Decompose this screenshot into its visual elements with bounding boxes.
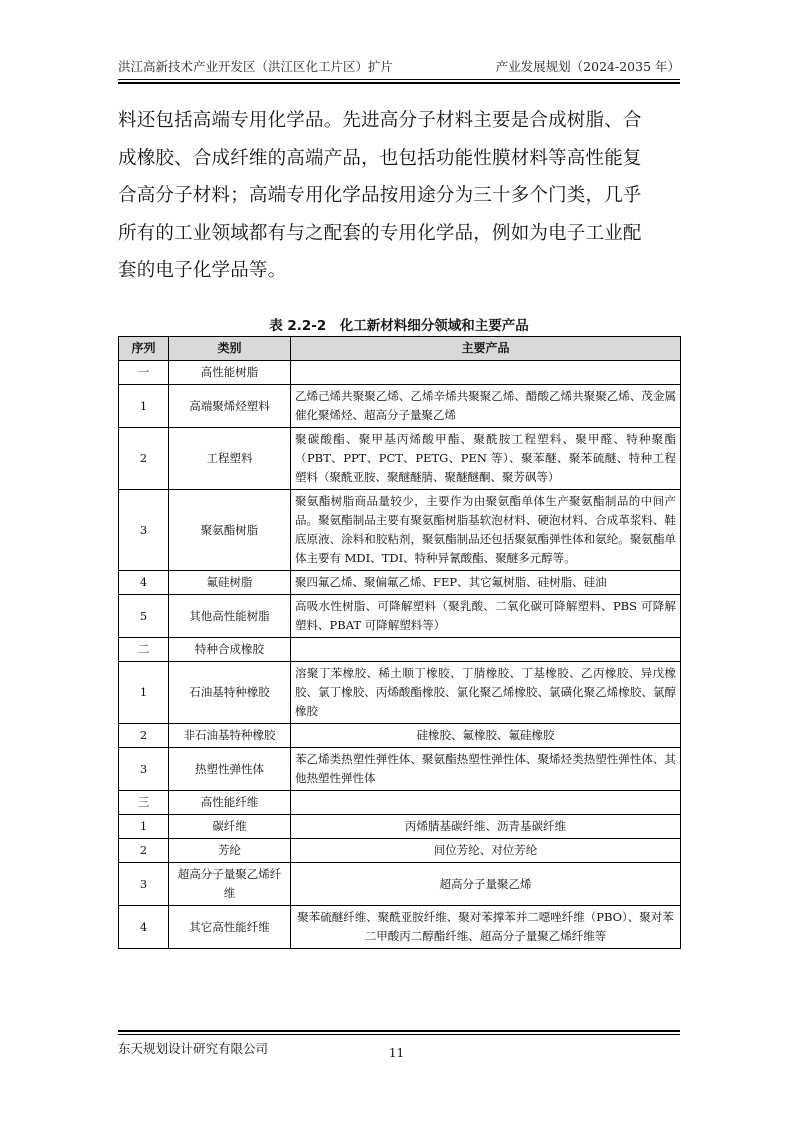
- row-no: 3: [119, 863, 169, 906]
- row-products: 聚碳酸酯、聚甲基丙烯酸甲酯、聚酰胺工程塑料、聚甲醛、特种聚酯（PBT、PPT、PCT、PETG、PEN 等）、聚苯醚、聚苯硫醚、特种工程塑料（聚酰亚胺、聚醚醚腈、聚醚醚酮、聚芳砜等）: [291, 428, 681, 490]
- row-category: 石油基特种橡胶: [169, 662, 291, 724]
- row-category: 芳纶: [169, 839, 291, 863]
- row-no: 2: [119, 839, 169, 863]
- page-header: [118, 57, 680, 75]
- row-products: [291, 791, 681, 815]
- row-category: 碳纤维: [169, 815, 291, 839]
- materials-table: [118, 336, 681, 949]
- row-category: 高端聚烯烃塑料: [169, 385, 291, 428]
- header-cell-category: 类别: [169, 337, 291, 361]
- header-rule-thick: [118, 82, 680, 84]
- row-no: 三: [119, 791, 169, 815]
- row-no: 2: [119, 428, 169, 490]
- row-no: 2: [119, 724, 169, 748]
- row-category: 氟硅树脂: [169, 571, 291, 595]
- body-paragraph: [118, 102, 684, 290]
- table-row: [119, 791, 681, 815]
- table-row: [119, 571, 681, 595]
- header-rule-thin: [118, 79, 680, 80]
- row-no: 二: [119, 638, 169, 662]
- header-cell-no: 序列: [119, 337, 169, 361]
- row-category: 工程塑料: [169, 428, 291, 490]
- table-row: [119, 662, 681, 724]
- row-no: 一: [119, 361, 169, 385]
- header-cell-products: 主要产品: [291, 337, 681, 361]
- row-category: 其它高性能纤维: [169, 906, 291, 949]
- row-products: [291, 361, 681, 385]
- row-products: 超高分子量聚乙烯: [291, 863, 681, 906]
- row-category: 特种合成橡胶: [169, 638, 291, 662]
- row-category: 其他高性能树脂: [169, 595, 291, 638]
- row-category: 非石油基特种橡胶: [169, 724, 291, 748]
- table-row: [119, 638, 681, 662]
- row-no: 4: [119, 906, 169, 949]
- row-products: 溶聚丁苯橡胶、稀土顺丁橡胶、丁腈橡胶、丁基橡胶、乙丙橡胶、异戊橡胶、氯丁橡胶、丙烯酸酯橡胶、氯化聚乙烯橡胶、氯磺化聚乙烯橡胶、氯醇橡胶: [291, 662, 681, 724]
- body-line: 料还包括高端专用化学品。先进高分子材料主要是合成树脂、合: [118, 110, 642, 131]
- row-products: 聚氨酯树脂商品量较少，主要作为由聚氨酯单体生产聚氨酯制品的中间产品。聚氨酯制品主要有聚氨酯树脂基软泡材料、硬泡材料、合成革浆料、鞋底原液、涂料和胶粘剂，聚氨酯制品还包括聚氨酯弹性体和氨纶。聚氨酯单体主要有 MDI、TDI、特种异氰酸酯、聚醚多元醇等。: [291, 490, 681, 571]
- row-no: 1: [119, 662, 169, 724]
- row-no: 4: [119, 571, 169, 595]
- row-no: 3: [119, 748, 169, 791]
- row-no: 1: [119, 385, 169, 428]
- row-products: 聚四氟乙烯、聚偏氟乙烯、FEP、其它氟树脂、硅树脂、硅油: [291, 571, 681, 595]
- footer-rule-thick: [118, 1030, 680, 1032]
- table-row: [119, 748, 681, 791]
- table-row: [119, 361, 681, 385]
- page-number: 11: [388, 1046, 405, 1060]
- row-products: 丙烯腈基碳纤维、沥青基碳纤维: [291, 815, 681, 839]
- row-no: 1: [119, 815, 169, 839]
- row-products: 乙烯己烯共聚聚乙烯、乙烯辛烯共聚聚乙烯、醋酸乙烯共聚聚乙烯、茂金属催化聚烯烃、超高分子量聚乙烯: [291, 385, 681, 428]
- table-row: [119, 595, 681, 638]
- header-right-title: 产业发展规划（2024-2035 年）: [495, 59, 680, 74]
- row-products: 高吸水性树脂、可降解塑料（聚乳酸、二氧化碳可降解塑料、PBS 可降解塑料、PBAT 可降解塑料等）: [291, 595, 681, 638]
- row-category: 高性能树脂: [169, 361, 291, 385]
- table-row: [119, 815, 681, 839]
- header-left-title: 洪江高新技术产业开发区（洪江区化工片区）扩片: [118, 59, 394, 74]
- row-products: 聚苯硫醚纤维、聚酰亚胺纤维、聚对苯撑苯并二噁唑纤维（PBO）、聚对苯二甲酸丙二醇酯纤维、超高分子量聚乙烯纤维等: [291, 906, 681, 949]
- row-no: 5: [119, 595, 169, 638]
- row-no: 3: [119, 490, 169, 571]
- body-line: 套的电子化学品等。: [118, 260, 287, 281]
- row-products: 硅橡胶、氟橡胶、氟硅橡胶: [291, 724, 681, 748]
- table-row: [119, 724, 681, 748]
- row-products: [291, 638, 681, 662]
- row-category: 热塑性弹性体: [169, 748, 291, 791]
- row-category: 高性能纤维: [169, 791, 291, 815]
- body-line: 成橡胶、合成纤维的高端产品，也包括功能性膜材料等高性能复: [118, 147, 642, 169]
- table-row: [119, 839, 681, 863]
- table-row: [119, 863, 681, 906]
- row-category: 聚氨酯树脂: [169, 490, 291, 571]
- table-header-row: [119, 337, 681, 361]
- row-products: 苯乙烯类热塑性弹性体、聚氨酯热塑性弹性体、聚烯烃类热塑性弹性体、其他热塑性弹性体: [291, 748, 681, 791]
- table-caption: 表 2.2-2 化工新材料细分领域和主要产品: [269, 318, 529, 334]
- table-row: [119, 906, 681, 949]
- body-line: 合高分子材料；高端专用化学品按用途分为三十多个门类，几乎: [118, 185, 642, 206]
- body-line: 所有的工业领域都有与之配套的专用化学品，例如为电子工业配: [118, 222, 642, 244]
- row-products: 间位芳纶、对位芳纶: [291, 839, 681, 863]
- footer-rule-thin: [118, 1034, 680, 1035]
- table-row: [119, 385, 681, 428]
- footer-organization: 东天规划设计研究有限公司: [118, 1041, 269, 1056]
- row-category: 超高分子量聚乙烯纤维: [169, 863, 291, 906]
- table-row: [119, 428, 681, 490]
- table-row: [119, 490, 681, 571]
